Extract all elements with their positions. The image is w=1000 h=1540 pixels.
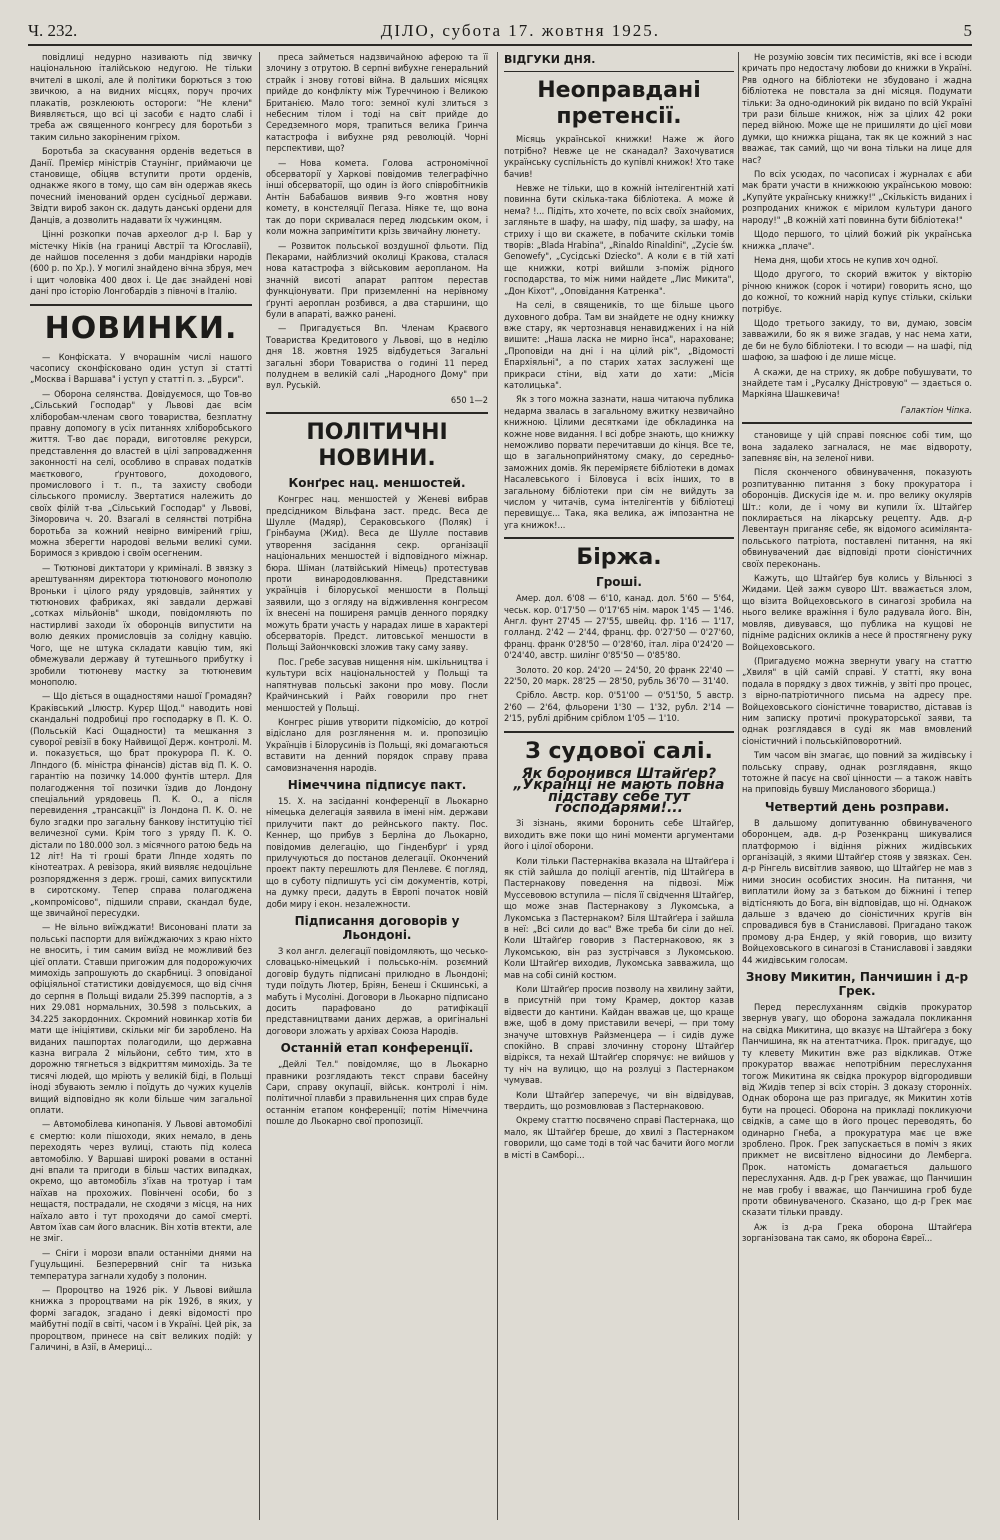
article-paragraph: (Пригадуємо можна звернути увагу на статтю „Хвиля" в цій самій справі. У статті, яку вона подала в порядку з двох тижнів, у звіті про процес, з вірно-патріотичного письма на адресу пре. Войцеховського сіоністичне товариство, діставав із ним записку протичі прокураторської заяви, та однак розглядався в суді як мав вмовлений сіоністичний і польськійповоротний. — [742, 655, 972, 747]
column-divider — [497, 52, 498, 1520]
article-paragraph: Окрему статтю посвячено справі Пастернака, що мало, як Штайґер бреше, до хвилі з Пастернаком говорили, що саме тоді в той час бачити його могли в місті в Самборі... — [504, 1115, 734, 1161]
news-item: — Пророцтво на 1926 рік. У Львові вийшла книжка з пророцтвами на рік 1926, в яких, у формі загадок, згадано і деякі відомості про майбутні події в світі, часом і в Україні. Цей рік, за пророцтвом, принесе на світ великих подій: у Галичині, в Азії, в Америці... — [30, 1285, 252, 1354]
article-paragraph: Боротьба за скасування орденів ведеться в Данії. Премієр міністрів Стаунінг, приймаючи це становище, обіцяв вступити проти орденів, однакже якого в тому, що сам він одержав якесь почесний іменований орден сусідньої держави. Звідти вироб закон ск. дадуть данські ордени для Данців, а дозволить надавати їх чужинцям. — [30, 146, 252, 226]
article-paragraph: Коли Штайґер просив позволу на хвилину зайти, в присутній при тому Крамер, доктор казав відвести до кантини. Кайдан вважав це, що краще вже, щоб в дому приставили вечері, — при тому значуче штовхнув Райзменцера — і сидів дуже спокійно. В справі злочинну сторону Штайґер відрікся, та нехай Штайґер спорячує: не вийшов у ту ніч на вулицю, що на розлуці з Пастернаком чумував. — [504, 984, 734, 1087]
article-paragraph: Цінні розкопки почав археолог д-р І. Бар у містечку Ніків (на границі Австрії та Югославії), де найшов поселення з доби мандрівки народів (600 р. по Хр.). У могилі знайдено вічна збруя, меч і щит чоловіка 400 двох і. Це дає знайдені нові дані про історію Лонгобардів з півночі в Італію. — [30, 229, 252, 298]
section-divider — [504, 731, 734, 733]
subheading: Останній етап конференції. — [280, 1041, 474, 1056]
news-item: — Автомобілева кинопанія. У Львові автомобілі є смертю: коли пішоходи, яких немало, в день переходять через вулиці, стають під колеса автомобілю. У Варшаві широкі ровами в останні дні впали та пригоди в більш частих випадках, окремо, що автомобіль з'їхав на тротуар і там наїхав на прохожих. Повінчені особи, бо з нещастя, пострадали, не сходячи з місця, на них наїхало авто і тут проходячи до самої смерті. Автом їхав сам його власник. Він хотів втекти, але не зміг. — [30, 1119, 252, 1245]
article-paragraph: Тим часом він змагає, що повний за жидівську і польську справу, однак розглядавня, якщо тотожне й пасує на свої цінности — а також навіть на приповідь бувшу Мисланового зборища.) — [742, 750, 972, 796]
column-3 — [504, 52, 734, 1520]
article-paragraph: Щодо першого, то цілий божий рік українська книжка „плаче". — [742, 229, 972, 252]
news-item: — Сніги і морози впали останніми днями на Гуцульщині. Безперервний сніг та низька температура загнали худобу з полонин. — [30, 1247, 252, 1282]
article-paragraph: Нема дня, щоби хтось не купив хоч одної. — [754, 254, 939, 266]
subheading: Знову Микитин, Панчишин і д-р Грек. — [745, 970, 969, 999]
column-1 — [30, 52, 252, 1520]
column-4 — [742, 52, 972, 1520]
article-paragraph: Місяць українськoї книжки! Наже ж його потрібно? Невже це не сканадал? Захочуватися українську суспільність до купівлі книжок! Хто таке бачив! — [504, 134, 734, 180]
section-divider — [30, 304, 252, 306]
exchange-gold: Золото. 20 кор. 24'20 — 24'50, 20 франк 22'40 — 22'50, 20 марк. 28'25 — 28'50, рубль 36'70 — 31'40. — [504, 664, 734, 688]
article-paragraph: З кол англ. делегації повідомляють, що чесько-словацько-німецький і польсько-нім. розємний договір будуть підписані прилюдно в Льондоні; туди поїдуть Лютер, Бріян, Бенеш і Скшинські, а мабуть і Мусоліні. Договори в Льокарно підписано досить парафовано до ратифікації представництвами даних держав, а оригінальні договори зложать у архівах Союза Народів. — [266, 946, 488, 1037]
section-title-novynky: НОВИНКИ. — [44, 310, 238, 346]
article-paragraph: Невже не тільки, що в кожній інтелігентній хаті повинна бути скількa-така бібліотека. А може й нема? !... Підіть, хто хочете, по всіх своїх знайомих, загляньте в шафу, на шафу, під шафу, за шафу, на стриху і що ви скажете, в побачите скільки томів творів: „Blada Hrabina", „Rinaldo Rinaldini", „Zycie św. Genowefy", „Сусідські Dzieckо". А коли є в тій хаті ще книжки, котрі вийшли з-поміж рідного господарства, то між ними найдете „Лис Микита", „Дон Кіхот", „Оповідання Катренка". — [504, 183, 734, 297]
article-kicker: Як боронився Штайґер? „Українці не мають повна підставу себе тут господарями!... — [513, 765, 725, 816]
section-divider — [504, 71, 734, 72]
article-paragraph: Коли тільки Пастернаківа вказала на Штайґера і як стій зайшла до поліції агентів, під Штайґера в Пастернакову поведення на підвозі. Між Муссевовою вступила — після її свідчення Штайґер, що може знав Пастернакову з Лукомська, а Лукомська з Пастернаком? Біля Штайґера і зайшла в неї: „Всі сили до вас" Вже треба би сіли до неї. Коли Штайґер говорив з Пастернаковою, як з Лукомською, він раз зустрічався з Лукомською. Коли Штайґер виходив, Лукомська завважила, що мав на собі синій костюм. — [504, 855, 734, 981]
newspaper-title: ДІЛО, — [380, 21, 437, 40]
news-item: — Тютюнові диктатори у криміналі. В звязку з арештуванням директора тютюнового монополю Вроньки і цілого ряду урядовців, зайнятих у тютюнових фабриках, якi завдали державі „сотках мільйонів" шкоди, повідомляють по настирливі заходи їх оборонців випустити на волю деяких промисловців за солідну кавцію. Чого, ще не штука складати кавцію тим, які обмежували державу й тутешнього прибутку і зробили тютюневу мастку за тютюневим монополю. — [30, 562, 252, 688]
column-2 — [266, 52, 488, 1520]
exchange-rates: Амер. дол. 6'08 — 6'10, канад. дол. 5'60 — 5'64, чеськ. кор. 0'17'50 — 0'17'65 нім. марок 1'45 — 1'46. Англ. фунт 27'45 — 27'55, швейц. фр. 1'16 — 1'17, голланд. 2'42 — 2'44, франц. фр. 0'27'50 — 0'27'60, франц. франк 0'28'50 — 0'28'60, італ. ліра 0'24'20 — 0'24'40, австр. шилінг 0'85'50 — 0'85'80. — [504, 593, 734, 662]
page-number-left: Ч. 232. — [28, 21, 78, 40]
section-title-birzha: Біржа. — [576, 545, 662, 571]
article-paragraph: преса займеться надзвичайною аферою та її злочину з отрутою. В серпні вибухне генеральний страйк і знову готові війна. В дальших місяцях прийде до конфлікту між Туреччиною і Великою Британією. Мало того: земної кулі злиться з небесним тілом і тоді на світ прийде до Середземного моря, трапиться велика Гринча катастрофа і вибухне ряд революцій. Чорні перспективи, що? — [266, 52, 488, 155]
section-divider — [742, 422, 972, 424]
masthead — [28, 18, 972, 46]
section-title-politics: ПОЛІТИЧНІ НОВИНИ. — [306, 420, 448, 472]
page-number-right: 5 — [963, 21, 972, 40]
news-item: — Конфіската. У вчорашнім числі нашого часопису сконфісковано один уступ зі статті „Москва і Варшава" і уступ у статті п. з. „Бурси". — [30, 351, 252, 386]
article-paragraph: Аж із д-ра Грека оборона Штайґера зорганізована так само, як оборона Євреї... — [742, 1221, 972, 1245]
column-divider — [738, 52, 739, 1520]
author-signature: Галактіон Чіпка. — [900, 404, 972, 416]
subheading: Підписання договорів у Льондоні. — [294, 914, 460, 942]
masthead-title-date — [381, 21, 660, 41]
exchange-silver: Срібло. Австр. кор. 0'51'00 — 0'51'50, 5 австр. 2'60 — 2'64, фльорени 1'30 — 1'32, рубл. 2'14 — 2'15, рублі дрібним сріблом 1'05 — 1'10. — [504, 690, 734, 725]
article-paragraph: 15. X. на засіданні конференції в Льокарно німецька делегація заявила в імені нім. держави прилучити пакт до рейнського пакту. Пос. Кеннер, що прибув з Берліна до Льокарно, повідомив делегацію, що Гінденбурґ і уряд прилучуються до постанов делегації. Окончений проект пакту перешлють для Пенлеве. Є погляд, що в суботу підпишуть усі сім документів, котрі, на думку преси, дадуть в Европі початок новій доби миру і екон. незалежности. — [266, 795, 488, 910]
article-paragraph: Як з того можна зазнати, наша читаюча публика недарма звалась в загальному вжитку незвичайно книжною. Цілими десятками іде обкладинка на кожне нове видання. І всі добре знають, що книжку неможливо порвати перечитавши до кінця. Все те, що в загальноприйнятому смаку, до середньо-заможних домів. Як переміряєте бібліотеки в домах Насалевського і Біловуса і всіх інших, то в загальному бібліотеки при сім не вийдуть за числом у читачів, сума інтелігентів у бібліотеці перевищує... Така, яка велика, аж імпозантна не уга книжок!... — [504, 394, 734, 531]
news-item: — Що діється в ощадностями нашої Громадян? Краківський „Ілюстр. Курєр Щод." наводить нові скандальні подробиці про господарку в П. К. О. (Польській Касі Ощадности) та мешкання з суворої ревізії в боку Найвищої Держ. контролі. М. и. показується, що брат прокурора П. К. О. Лпндого (б. міністра фінансів) дістав від П. К. О. гарантію на позичку 14.000 фунтів штерл. Для полагодження тої позички їздив до Лондону спеціальний урядовець П. К. О., а після перевидення „трансакції" із Лондона П. К. О. не було згадки про загальну банкову інституцію тієї величезної суми. Крім того з уряду П. К. О. дістали по 180.000 зол. з місячного ратою бедь на 12 літ! На ті гроші брати Лпнде ходять по кінотеатрах. А ревізора, який виявляє недоцільне розпорядження з держ. гроші, самих випусктили в сиротскому. Тепер справа полагоджена „компромісово", підшили справи, скандал буде, ще звичайної пересудки. — [30, 691, 252, 920]
subheading: Четвертий день розправи. — [764, 799, 950, 814]
article-paragraph: „Дейлі Тел." повідомляє, що в Льокарно правники розглядають текст справи басейну Сари, справу окупації, військ. контролі і нім. політичної плавби з правильнення цих справ буде останнім етапом конференції; потім Німеччина пошле до Льокарно свої пропозиції. — [266, 1059, 488, 1128]
article-paragraph: В дальшому допитуванню обвинуваченого оборонцем, адв. д-р Розенкранц шикувалися платформою і відіння ріжних жидівських організацій, з якими Штайґер стояв у звязках. Сен. д-р Рінгель висвітлив заявою, що Штайґер не мав з ними зносин особистих зносин. На питання, чи виплатили йому за з батьком до біжнині і тепер відтісняють до Бога, він відповідав, що ні. Однакож дальше з вдачею до сіоністичних кругів він спровадився був в Станиславові. Пригадано також промову д-ра Ендер, у якій говорив, що визиту Войцеховського в синагозі в Станиславові і завдяки 44 жидівським голосам. — [742, 817, 972, 966]
section-divider — [266, 412, 488, 414]
article-paragraph: Конгрес рішив утворити підкомісію, до котрої відіслано для розглянення м. и. пропозицію Українців і Білорусинів із Польщі, які домагаються вставити на денний порядок справу права самовизначення народів. — [266, 716, 488, 774]
announcement-ref: 650 1—2 — [450, 394, 488, 406]
column-divider — [259, 52, 260, 1520]
article-paragraph: Після сконченого обвинувачення, показують розпитуванню питання з боку прокуратора і оборонців. Дискусія іде м. и. про велику окулярів Шт.: коли, де і чому ви купили їх. Штайґер поклирається на лікарську рецепту. Адв. д-р Левентаун приганяє себе, як відомого асимілянта-польського патріота, поставлені питання, на які обвинувачений дає відповіді проти сіоністичних своїх переконань. — [742, 467, 972, 570]
subheading: Німеччина підписує пакт. — [287, 777, 467, 792]
article-paragraph: Пос. Гребе засував нищення нім. шкільництва і культури всіх національностей у Польщі та напятнував польські закони про мову. Посли Крайчинський і Райх говорили про гнет меншостей у Польщі. — [266, 656, 488, 714]
article-paragraph: Перед переслуханням свідків прокуратор звернув увагу, що оборона зажадала покликання на свідка Микитина, що вказує на Штайґера з боку Панчишина, як на атентатчика. Прок. пригадує, що ту клевету Микитин вже раз відкликав. Отже прокуратор вважає непотрібним переслухання тогож Микитина як свідка прокурор відгородивши від Жидів тепер зі всіх сторін. З доказу сторонніх. Однак оборона ще раз пригадує, як Микитин хотів бути на процесі. Оборона на прикладі покликуючи свідків, а саме що в його процес переводять, бо одинарно Гнеба, а прокуратура має це вже зроблено. Прок. Грек запускається в поміч з яких прикмет не висвітлено відносини до Лемберга. Прок. натомість домагається дальшого переслухання. Адв. д-р Грек уважає, що Панчишин не мав гробу і вважає, що Панчишина гроб буде проти обвинуваченого. Сказано, що д-р Грек має сказати тільки правду. — [742, 1002, 972, 1219]
news-item: — Нова комета. Голова астрономічної обсерваторії у Харкові повідомив телеграфічно інші обсерваторії, що один із його співробітників Антін Бабабашов виявив 9-го жовтня нову комету, в констеляції Пегаза. Ніяке те, що вона так до пори скривалася перед людським оком, і коли можна запримітити крізь звичайну люнету. — [266, 157, 488, 238]
issue-date: субота 17. жовтня 1925. — [442, 21, 661, 40]
article-title: Неоправдані претенсії. — [537, 78, 701, 130]
section-title-court: З судової салі. — [525, 738, 713, 764]
article-paragraph: Коли Штайґер заперечує, чи він відвідував, твердить, що розмовлював з Пастернаковою. — [504, 1089, 734, 1113]
article-paragraph: Кажуть, що Штайґер був колись у Вільнюсі з Жидами. Цей зажм суворо Шт. вважається злом, що візита Войцеховського в синагозі зробила на нього велике вражіння і було радувала його. Він, мовляв, дивувався, що публика на кущові не підніме радісних окликів а несе й простягнену руку Войцеховського. — [742, 573, 972, 653]
article-paragraph: Конгрес нац. меншостей у Женеві вибрав предсідником Вільфана заст. предс. Веса де Шулле (Мадяр), Сераковського (Поляк) і Грінбаума (Жид). Веса де Шулле поставив утворення засідання секр. організації національних меншостей і відповідного міжнар. бюра. Шіман (латвійський Німець) протестував проти винародовлювання. Представники українців і білоруської меншости в Польщі заявили, що з огляду на відживлення конгресом їх внесені на поширеня рамців денного порядку можуть брати участь у нарадах лише в характері обсерваторів. Предст. литовської меншости в Польщі Зайончковскі зложив таку саму заяву. — [266, 494, 488, 654]
news-item: — Не вільно виїжджати! Висоновані плати за польські паспорти для виїжджаючих з краю ніхто не вносить, і тим самим виїзд не можливий без цієї оплати. Ставши пригожим для подорожуючих мимохідь запрошують до скарбниці. З оповіданої офіціяльної статистики довідуємося, що від січня до серпня в Польщі видали 25.399 паспортів, а з них 29.081 нормальних, 30.598 з польських, а 34.225 закордонних. Скромний новинкар хотів би мати ще ініціятиви, скільки міг би зароблено. На виданих пашпортах полагодили, що державна казна виграла 2 мільйони, себто тим, хто в дорожню тягнеться з відкриттям мимохідь. За те тисячі людей, що мріють у великій біді, в Польщі іноді збувають землю і поїдуть до чужих куцелів вищий відповідно як коли більше чим загальної оплати. — [30, 922, 252, 1116]
section-divider — [504, 537, 734, 539]
article-paragraph: По всіх усюдах, по часописах і журналах є аби мак брати участи в книжкоюю українською мовою: „Купуйте українську книжку!" „Скількість виданих і розпроданих книжок є мірилом культури даного народу!" „В кожній хаті повинна бути бібліотека!" — [742, 169, 972, 226]
news-item: — Розвиток польської воздушної фльоти. Під Пекарами, найблизчий околиці Кракова, сталася нова катастрофа з військовим аеропланом. На значній висоті апарат раптом перестав функціонувати. При приземленні на нерівному ґрунті аероплан розбився, а два старшини, що були в апараті, важко ранені. — [266, 240, 488, 320]
article-paragraph: становище у цій справі пояснює собі тим, що вона задалеко загналася, не має відвороту, запевняє він, на зеленої ниви. — [742, 430, 972, 464]
article-paragraph: На селі, в священиків, то ще більше цього духовного добра. Там ви знайдете не одну книжку вже стару, як чертознавця ненавиджених і на ній вишите: „Наша ласка не мирно їнса", нараховане; „Проповіди на дні і на цілий рік", „Відомості Епархіяльні", а по старих хатах заслужені ще прикраси стіни, від хати до хати: „Місія католицька". — [504, 300, 734, 391]
article-paragraph: Не розумію зовсім тих песимістів, які все і всюди кричать про недостачу любови до книжки в Україні. Ряв одного на бібліотеки не збудовано і жадна бібліотека не повстала за дні місяця. Подумати тільки: За одно-одинокий рік видано по всій Україні три рази більше книжок, ніж за цілих 42 роки перед війною. Може ще не пришиляти до цієї мови думки, що книжка ріщана, так як це кожний з нас вважає, так самий, що чи вона тільки на лице для нас? — [742, 52, 972, 166]
article-paragraph: Щодо третього закиду, то ви, думаю, зовсім завважили, бо як я виже згадав, у нас нема хати, де би не було бібліотеки. І то всюди — на шафі, під шафою, за шафою і де лише місце. — [742, 317, 972, 364]
news-item: — Оборона селянства. Довідуємося, що Тов-во „Сільський Господар" у Львові дає всім хліборобам-членам свого товариства, безплатну правну допомогу в усіх питаннях хліборобського життя. Т-во дає поради, виготовляє рекурси, представлення до властей в цілі запровадження законності на селі, особливо в справах податків маєткового, ґрунтового, доходового, промислового і т. п., та захисту свободи сільського промислу. Звертатися належить до своїх філій т-ва „Сільський Господар" у Львові, Зіморовича ч. 20. Взагалі в селянстві потрібна боротьба за кожний невірно вимірений гріш, можна зберегти народові вельми великі суми. Боримося з кривдою і своїм осегненим. — [30, 388, 252, 560]
subheading: Гроші. — [596, 575, 642, 590]
announcement: — Пригадується Вп. Членам Краєвого Товариства Кредитового у Львові, що в неділю дня 18. жовтня 1925 відбудеться Загальні загальні збори Товариства о годині 11 перед полуднем в великій салі „Народного Дому" при вул. Руській. — [266, 323, 488, 392]
article-paragraph: А скажи, де на стриху, як добре побушувати, то знайдете там і „Русалку Дністровую" — здається о. Маркіяна Шашкевича! — [742, 366, 972, 401]
subheading: Конґрес нац. меншостей. — [288, 476, 466, 491]
rubric-label: ВІДГУКИ ДНЯ. — [504, 53, 596, 66]
article-paragraph: повідлиці недурно називають під звичку національною італійською недугою. Не тільки вчителі в школі, але й політики борються з тою звичкою, а на видних місцях, поруч прочих плакатів, розклеюють остороги: "Не клени" Виявляється, що всі ці засоби є надто слабі і треба аж священного конгресу для боротьби з таким сильно закоріненим гріхом. — [30, 52, 252, 143]
article-paragraph: Зі зізнань, якими боронить себе Штайґер, виходить вже поки що нині моменти аргументами його і цілої оборони. — [504, 818, 734, 853]
article-paragraph: Щодо другого, то скорий вжиток у вікторію річною книжок (сорок і чотири) говорить ясно, що до кожної, то кожний нарід купує стільки, скільки потрібує. — [742, 269, 972, 315]
